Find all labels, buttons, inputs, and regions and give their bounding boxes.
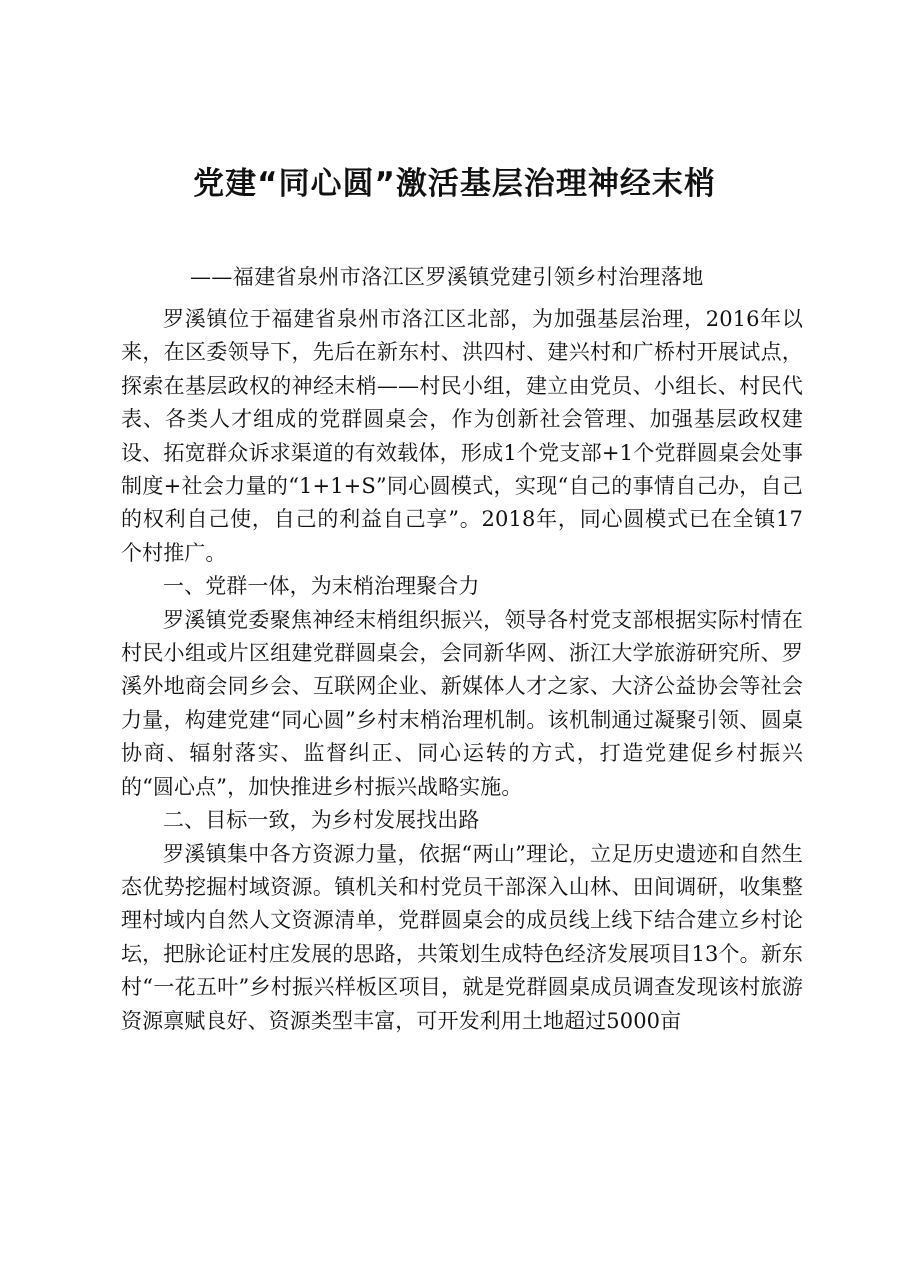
body-paragraph: 罗溪镇位于福建省泉州市洛江区北部，为加强基层治理，2016年以来，在区委领导下，先后在新东村、洪四村、建兴村和广桥村开展试点，探索在基层政权的神经末梢——村民小组，建立由党员、小组长、村民代表、各类人才组成的党群圆桌会，作为创新社会管理、加强基层政权建设、拓宽群众诉求渠道的有效载体，形成1个党支部+1个党群圆桌会处事制度+社会力量的“1+1+S”同心圆模式，实现“自己的事情自己办，自己的权利自己使，自己的利益自己享”。2018年，同心圆模式已在全镇17个村推广。 [121,307,803,565]
document-subtitle: ——福建省泉州市洛江区罗溪镇党建引领乡村治理落地 [190,265,704,289]
section-heading: 二、目标一致，为乡村发展找出路 [163,808,480,833]
document-title: 党建“同心圆”激活基层治理神经末梢 [193,166,716,202]
body-paragraph: 罗溪镇党委聚焦神经末梢组织振兴，领导各村党支部根据实际村情在村民小组或片区组建党群圆桌会，会同新华网、浙江大学旅游研究所、罗溪外地商会同乡会、互联网企业、新媒体人才之家、大济公益协会等社会力量，构建党建“同心圆”乡村末梢治理机制。该机制通过凝聚引领、圆桌协商、辐射落实、监督纠正、同心运转的方式，打造党建促乡村振兴的“圆心点”，加快推进乡村振兴战略实施。 [121,607,803,799]
body-paragraph: 罗溪镇集中各方资源力量，依据“两山”理论，立足历史遗迹和自然生态优势挖掘村域资源。镇机关和村党员干部深入山林、田间调研，收集整理村域内自然人文资源清单，党群圆桌会的成员线上线下结合建立乡村论坛，把脉论证村庄发展的思路，共策划生成特色经济发展项目13个。新东村“一花五叶”乡村振兴样板区项目，就是党群圆桌成员调查发现该村旅游资源禀赋良好、资源类型丰富，可开发利用土地超过5000亩 [121,841,803,1033]
section-heading: 一、党群一体，为末梢治理聚合力 [163,574,480,599]
document-body [121,303,803,1038]
